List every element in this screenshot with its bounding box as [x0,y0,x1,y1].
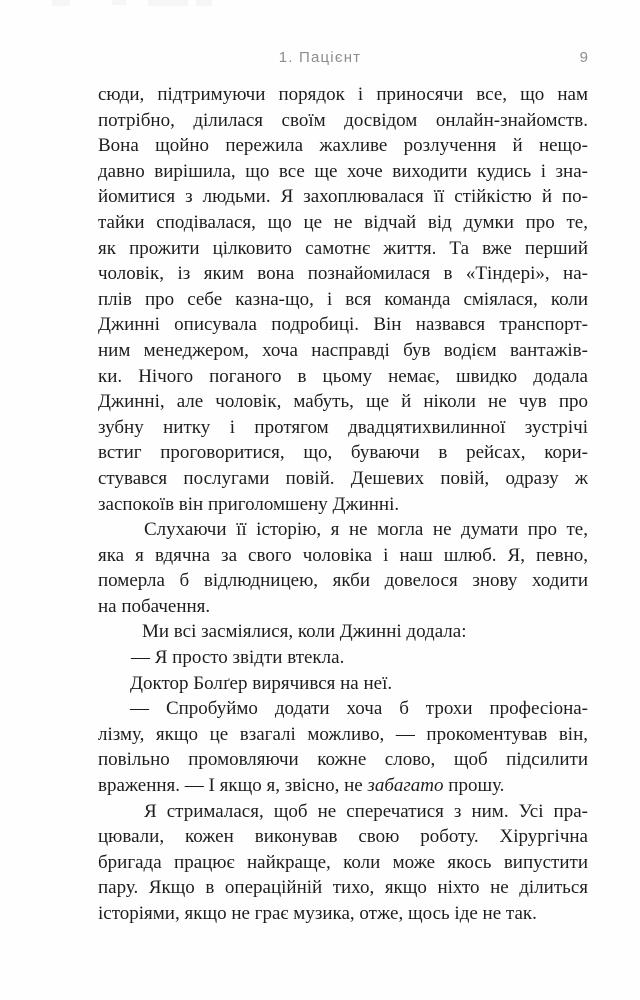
page-number: 9 [579,49,588,66]
paragraph [98,696,588,798]
text-line: Слухаючи її історію, я не могла не думати про те, [144,519,588,541]
text-line: сюди, підтримуючи порядок і приносячи все, що нам [98,84,588,105]
text-line: Я стрималася, щоб не сперечатися з ним. Усі пра- [144,800,588,822]
running-header [0,49,640,67]
text-line: давно вирішила, що все ще хоче виходити кудись і зна- [98,160,588,182]
text-line: встиг проговоритися, що, буваючи в рейсах, кори- [98,442,588,464]
text-line: Ми всі засміялися, коли Джинні додала: [142,621,467,643]
text-line: стувався послугами повій. Дешевих повій, одразу ж [98,467,588,489]
text-line: тайки сподівалася, що це не відчай від думки про те, [98,211,588,233]
text-line: враження. — І якщо я, звісно, не забагато прошу. [98,775,505,797]
paragraph [98,671,588,697]
body-text [98,82,588,927]
text-line: повільно промовляючи кожне слово, щоб підсилити [98,749,588,771]
text-line: — Спробуймо додати хоча б трохи професіона- [130,698,588,720]
text-line: — Я просто звідти втекла. [131,647,345,669]
scan-artifact [148,0,188,6]
scan-artifact [52,0,70,6]
text-line: яка я вдячна за свого чоловіка і наш шлюб. Я, певно, [98,544,588,566]
text-line: пару. Якщо в операційній тихо, якщо ніхто не ділиться [98,877,588,899]
text-line: заспокоїв він приголомшену Джинні. [98,493,400,515]
text-line: Доктор Болґер вирячився на неї. [130,672,393,694]
scan-artifact [112,0,126,5]
scan-artifact [196,0,212,6]
paragraph [98,645,588,671]
text-line: на побачення. [98,595,211,617]
text-line: чоловік, із яким вона познайомилася в «Тіндері», на- [98,263,588,285]
text-line: бригада працює найкраще, коли може якось випустити [98,851,588,873]
text-line: Джинні описувала подробиці. Він назвався транспорт- [98,314,588,336]
paragraph [98,517,588,619]
paragraph [98,619,588,645]
paragraph [98,82,588,517]
text-line: потрібно, ділилася своїм досвідом онлайн-знайомств. [98,109,588,131]
text-line: цювали, кожен виконував свою роботу. Хірургічна [98,826,588,848]
text-line: Вона щойно пережила жахливе розлучення й нещо- [98,135,588,157]
text-line: йомитися з людьми. Я захоплювалася її стійкістю й по- [98,186,588,208]
text-line: історіями, якщо не грає музика, отже, щось іде не так. [98,903,537,924]
text-line: померла б відлюдницею, якби довелося знову ходити [98,570,588,592]
text-line: плів про себе казна-що, і вся команда сміялася, коли [98,288,588,310]
chapter-title: 1. Пацієнт [278,49,362,66]
paragraph [98,799,588,927]
text-line: зубну нитку і протягом двадцятихвилинної зустрічі [98,416,588,438]
text-line: Джинні, але чоловік, мабуть, ще й ніколи не чув про [98,391,588,413]
text-line: ки. Нічого поганого в цьому немає, швидко додала [98,365,588,387]
text-line: як прожити цілковито самотнє життя. Та вже перший [98,237,588,259]
text-line: ним менеджером, хоча насправді був водієм вантажів- [98,339,588,361]
text-line: лізму, якщо це взагалі можливо, — прокоментував він, [98,723,588,745]
